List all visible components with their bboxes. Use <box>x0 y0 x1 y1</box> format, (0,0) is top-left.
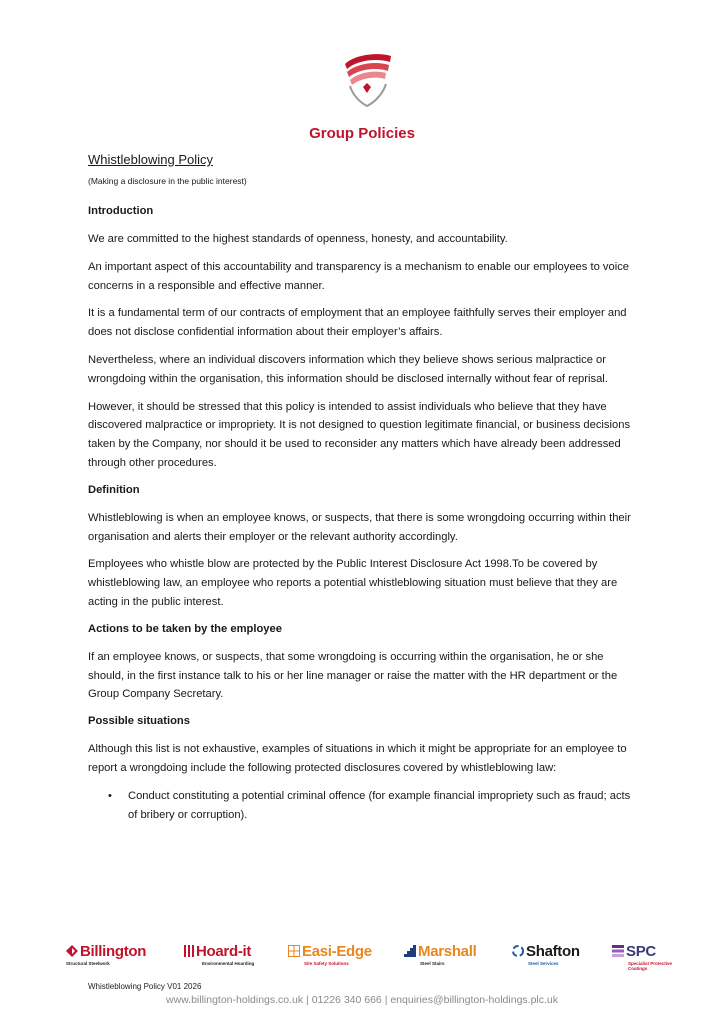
stairs-icon <box>404 944 416 961</box>
document-body <box>88 151 638 824</box>
section-heading-situations: Possible situations <box>88 715 190 728</box>
section-heading-actions: Actions to be taken by the employee <box>88 622 282 635</box>
document-title: Whistleblowing Policy <box>88 152 213 167</box>
footer-contact: www.billington-holdings.co.uk | 01226 340 666 | enquiries@billington-holdings.plc.uk <box>165 994 559 1006</box>
paragraph: An important aspect of this accountability and transparency is a mechanism to enable our employees to voice concerns in a responsible and effective manner. <box>88 260 630 292</box>
paragraph: It is a fundamental term of our contracts of employment that an employee faithfully serves their employer and does not disclose confidential information about their employer’s affairs. <box>88 307 627 339</box>
brand-logo-hoard-it: Hoard-it Environmental Hoarding <box>184 943 254 969</box>
grid-square-icon <box>288 944 300 961</box>
document-subtitle: (Making a disclosure in the public interest) <box>88 176 247 186</box>
brand-logo-spc: SPC Specialist Protective Coatings <box>612 943 674 969</box>
diamond-arrow-icon <box>66 944 78 961</box>
paragraph: Employees who whistle blow are protected by the Public Interest Disclosure Act 1998.To be covered by whistleblowing law, an employee who reports a potential whistleblowing situation must believe that they are acting in the public interest. <box>88 558 618 608</box>
paragraph: Nevertheless, where an individual discovers information which they believe shows serious malpractice or wrongdoing within the organisation, this information should be disclosed internally without fear of reprisal. <box>88 353 608 385</box>
page-title: Group Policies <box>309 125 415 142</box>
paragraph: We are committed to the highest standards of openness, honesty, and accountability. <box>88 233 508 245</box>
brand-logos-strip <box>66 943 686 969</box>
shield-wings-logo-icon <box>341 50 393 108</box>
paragraph: Whistleblowing is when an employee knows, or suspects, that there is some wrongdoing occurring within their organisation and alerts their employer or the relevant authority accordingly. <box>88 511 631 543</box>
brand-logo-marshall: Marshall Steel Stairs <box>404 943 476 969</box>
section-heading-definition: Definition <box>88 483 140 496</box>
bullet-icon: • <box>108 789 112 802</box>
list-item-text: Conduct constituting a potential criminal offence (for example financial impropriety such as fraud; acts of bribery or corruption). <box>128 789 631 821</box>
brand-logo-shafton: Shafton Steel Services <box>512 943 580 969</box>
hoarding-bars-icon <box>184 944 194 961</box>
section-heading-introduction: Introduction <box>88 205 154 217</box>
paragraph: Although this list is not exhaustive, examples of situations in which it might be appropriate for an employee to report a wrongdoing include the following protected disclosures covered by whistleblowing law: <box>88 743 627 774</box>
stripes-icon <box>612 944 624 961</box>
paragraph: However, it should be stressed that this policy is intended to assist individuals who believe that they have discovered malpractice or impropriety. It is not designed to question legitimate financial, or business decisions taken by the Company, nor should it be used to reconsider any matters which have already been addressed through other procedures. <box>88 400 631 469</box>
document-reference: Whistleblowing Policy V01 2026 <box>88 982 202 991</box>
brand-logo-easi-edge: Easi-Edge Site Safety Solutions <box>288 943 372 969</box>
list-item <box>88 787 638 825</box>
brand-logo-billington: Billington Structural Steelwork <box>66 943 147 966</box>
swirl-icon <box>512 944 524 961</box>
paragraph: If an employee knows, or suspects, that some wrongdoing is occurring within the organisation, he or she should, in the first instance talk to his or her line manager or raise the matter with the HR department or the Group Company Secretary. <box>88 650 618 701</box>
